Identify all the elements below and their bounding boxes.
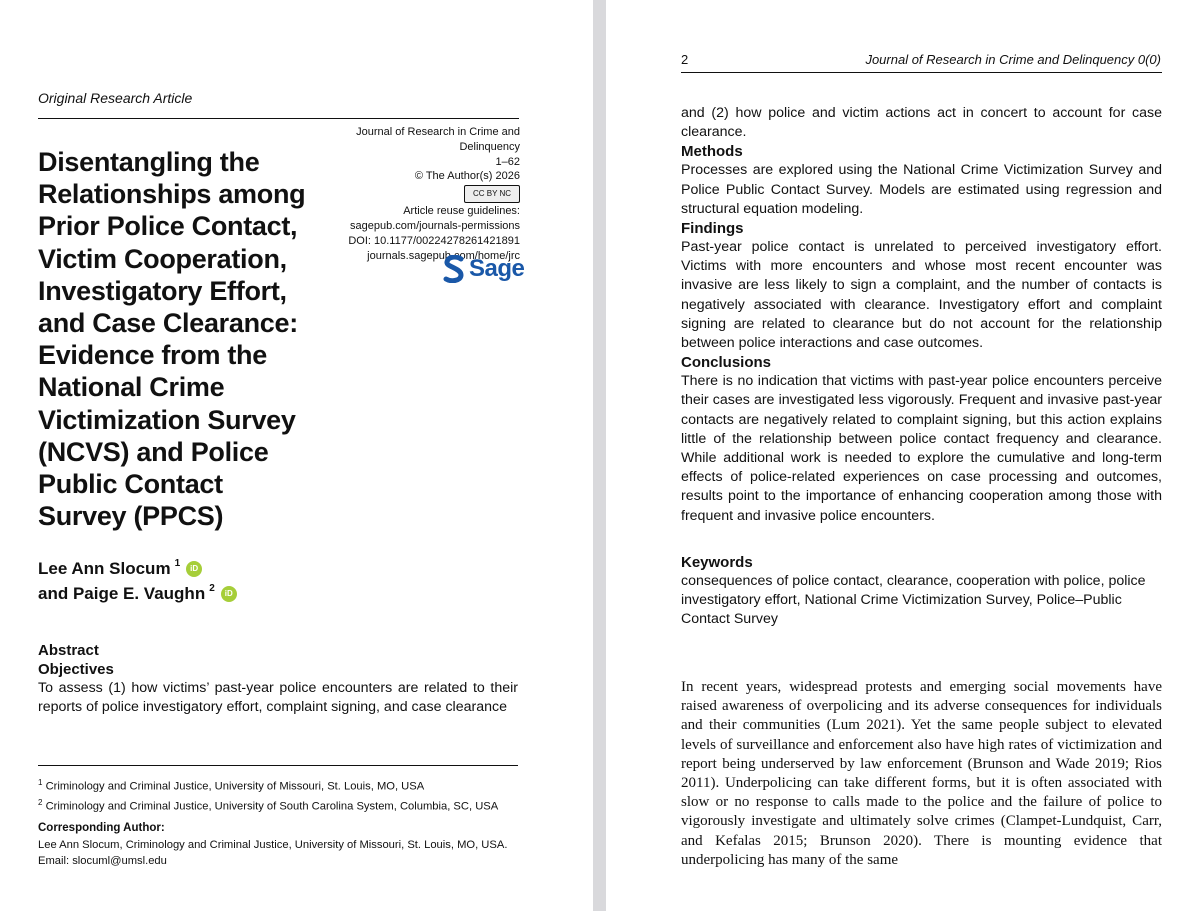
title-line: Evidence from the <box>38 340 267 371</box>
title-line: Investigatory Effort, <box>38 275 287 306</box>
body-paragraph: In recent years, widespread protests and emerging social movements have raised awareness of overpolicing and its adverse consequences for individuals and their communities (Lum 2021). Yet the same people subject to elevated levels of surveillance and enforcement also have high rates of victimization and report being underserved by law enforcement (Brunson and Wade 2019; Rios 2011). Underpolicing can take different forms, but it is often associated with slow or no response to calls made to the police and the failure of police to vigorously investigate and ultimately solve crimes (Clampet-Lundquist, Carr, and Kefalas 2015; Brunson 2020). There is mounting evidence that underpolicing has many of the same <box>681 679 1162 868</box>
author-2-name: and Paige E. Vaughn <box>38 584 206 603</box>
author-1-name: Lee Ann Slocum <box>38 559 171 578</box>
authors <box>38 556 237 606</box>
page-range: 1–62 <box>495 155 520 168</box>
title-line: Victim Cooperation, <box>38 243 287 274</box>
footnote-rule <box>38 765 518 766</box>
sage-s-icon <box>443 255 465 283</box>
journal-meta <box>340 125 520 263</box>
author-1-affiliation: 1 <box>174 558 181 569</box>
abstract-continued <box>681 104 1162 526</box>
orcid-icon[interactable]: iD <box>221 586 237 602</box>
left-page <box>0 0 593 911</box>
title-line: Survey (PPCS) <box>38 501 224 532</box>
footnote-2: $^2$ Criminology and Criminal Justice, University of South Carolina System, Columbia, SC, USA <box>38 798 499 813</box>
title-line: National Crime <box>38 372 225 403</box>
journal-home-link[interactable]: journals.sagepub.com/home/jrc <box>367 249 520 262</box>
methods-text: Processes are explored using the National Crime Victimization Survey and Police Public Contact Survey. Models are estimated using regression and structural equation modeling. <box>681 162 1162 217</box>
abstract-heading: Abstract <box>38 642 99 659</box>
abstract <box>38 641 518 717</box>
page-number: 2 <box>681 52 689 67</box>
footnotes <box>38 775 520 815</box>
corresponding-author-email[interactable]: Email: slocuml@umsl.edu <box>38 854 167 867</box>
objectives-continued: and (2) how police and victim actions act in concert to account for case clearance. <box>681 105 1162 141</box>
header-rule <box>38 118 519 119</box>
title-line: Disentangling the <box>38 147 260 177</box>
running-title: Journal of Research in Crime and Delinquency 0(0) <box>865 52 1161 67</box>
journal-name-line1: Journal of Research in Crime and <box>356 126 520 138</box>
orcid-icon[interactable]: iD <box>186 561 202 577</box>
sage-logo <box>443 255 524 283</box>
footnote-1: $^1$ Criminology and Criminal Justice, University of Missouri, St. Louis, MO, USA <box>38 778 425 793</box>
article-type: Original Research Article <box>38 90 193 106</box>
right-page <box>606 0 1200 911</box>
findings-text: Past-year police contact is unrelated to perceived investigatory effort. Victims with more encounters and whose most recent encounter was invasive are less likely to sign a complaint, and the number of contacts is negatively associated with clearance. Investigatory effort and complaint signing are related to clearance but do not account for the relationship between police interactions and case outcomes. <box>681 239 1162 352</box>
running-head <box>681 52 1161 67</box>
copyright: © The Author(s) 2026 <box>414 170 520 183</box>
title-line: Prior Police Contact, <box>38 211 298 242</box>
sage-wordmark: Sage <box>469 255 525 282</box>
objectives-heading: Objectives <box>38 661 114 678</box>
title-line: (NCVS) and Police <box>38 436 269 467</box>
keywords <box>681 553 1162 630</box>
corresponding-author-affiliation: Lee Ann Slocum, Criminology and Criminal Justice, University of Missouri, St. Louis, MO, USA. <box>38 839 508 851</box>
doi-link[interactable]: DOI: 10.1177/00224278261421891 <box>348 234 520 247</box>
cc-license-icon[interactable]: CC BY NC <box>464 185 520 203</box>
page-gutter <box>593 0 606 911</box>
conclusions-text: There is no indication that victims with past-year police encounters perceive their cases are investigated less vigorously. Frequent and invasive past-year contacts are negatively related to complaint signing, but this action explains little of the relationship between police contact frequency and clearance. While additional work is needed to explore the cumulative and long-term effects of police-related experiences on case processing and outcomes, results point to the importance of enhancing cooperation among those with frequent and invasive police encounters. <box>681 373 1162 524</box>
title-line: Public Contact <box>38 469 223 500</box>
reuse-label: Article reuse guidelines: <box>403 205 520 218</box>
article-title <box>38 146 338 532</box>
objectives-text: To assess (1) how victims’ past-year police encounters are related to their reports of police investigatory effort, complaint signing, and case clearance <box>38 680 518 716</box>
methods-heading: Methods <box>681 143 743 161</box>
findings-heading: Findings <box>681 220 744 238</box>
title-line: Victimization Survey <box>38 404 296 435</box>
permissions-link[interactable]: sagepub.com/journals-permissions <box>350 219 520 232</box>
corresponding-author <box>38 838 528 869</box>
author-2-affiliation: 2 <box>209 583 215 594</box>
conclusions-heading: Conclusions <box>681 354 772 372</box>
running-head-rule <box>681 72 1162 73</box>
journal-name-line2: Delinquency <box>459 140 520 153</box>
author-1 <box>38 556 237 581</box>
keywords-heading: Keywords <box>681 554 753 571</box>
author-2 <box>38 581 237 606</box>
corresponding-author-title: Corresponding Author: <box>38 822 165 834</box>
title-line: Relationships among <box>38 179 306 210</box>
title-line: and Case Clearance: <box>38 308 298 339</box>
keywords-text: consequences of police contact, clearance, cooperation with police, police investigatory effort, National Crime Victimization Survey, Police–Public Contact Survey <box>681 573 1146 628</box>
